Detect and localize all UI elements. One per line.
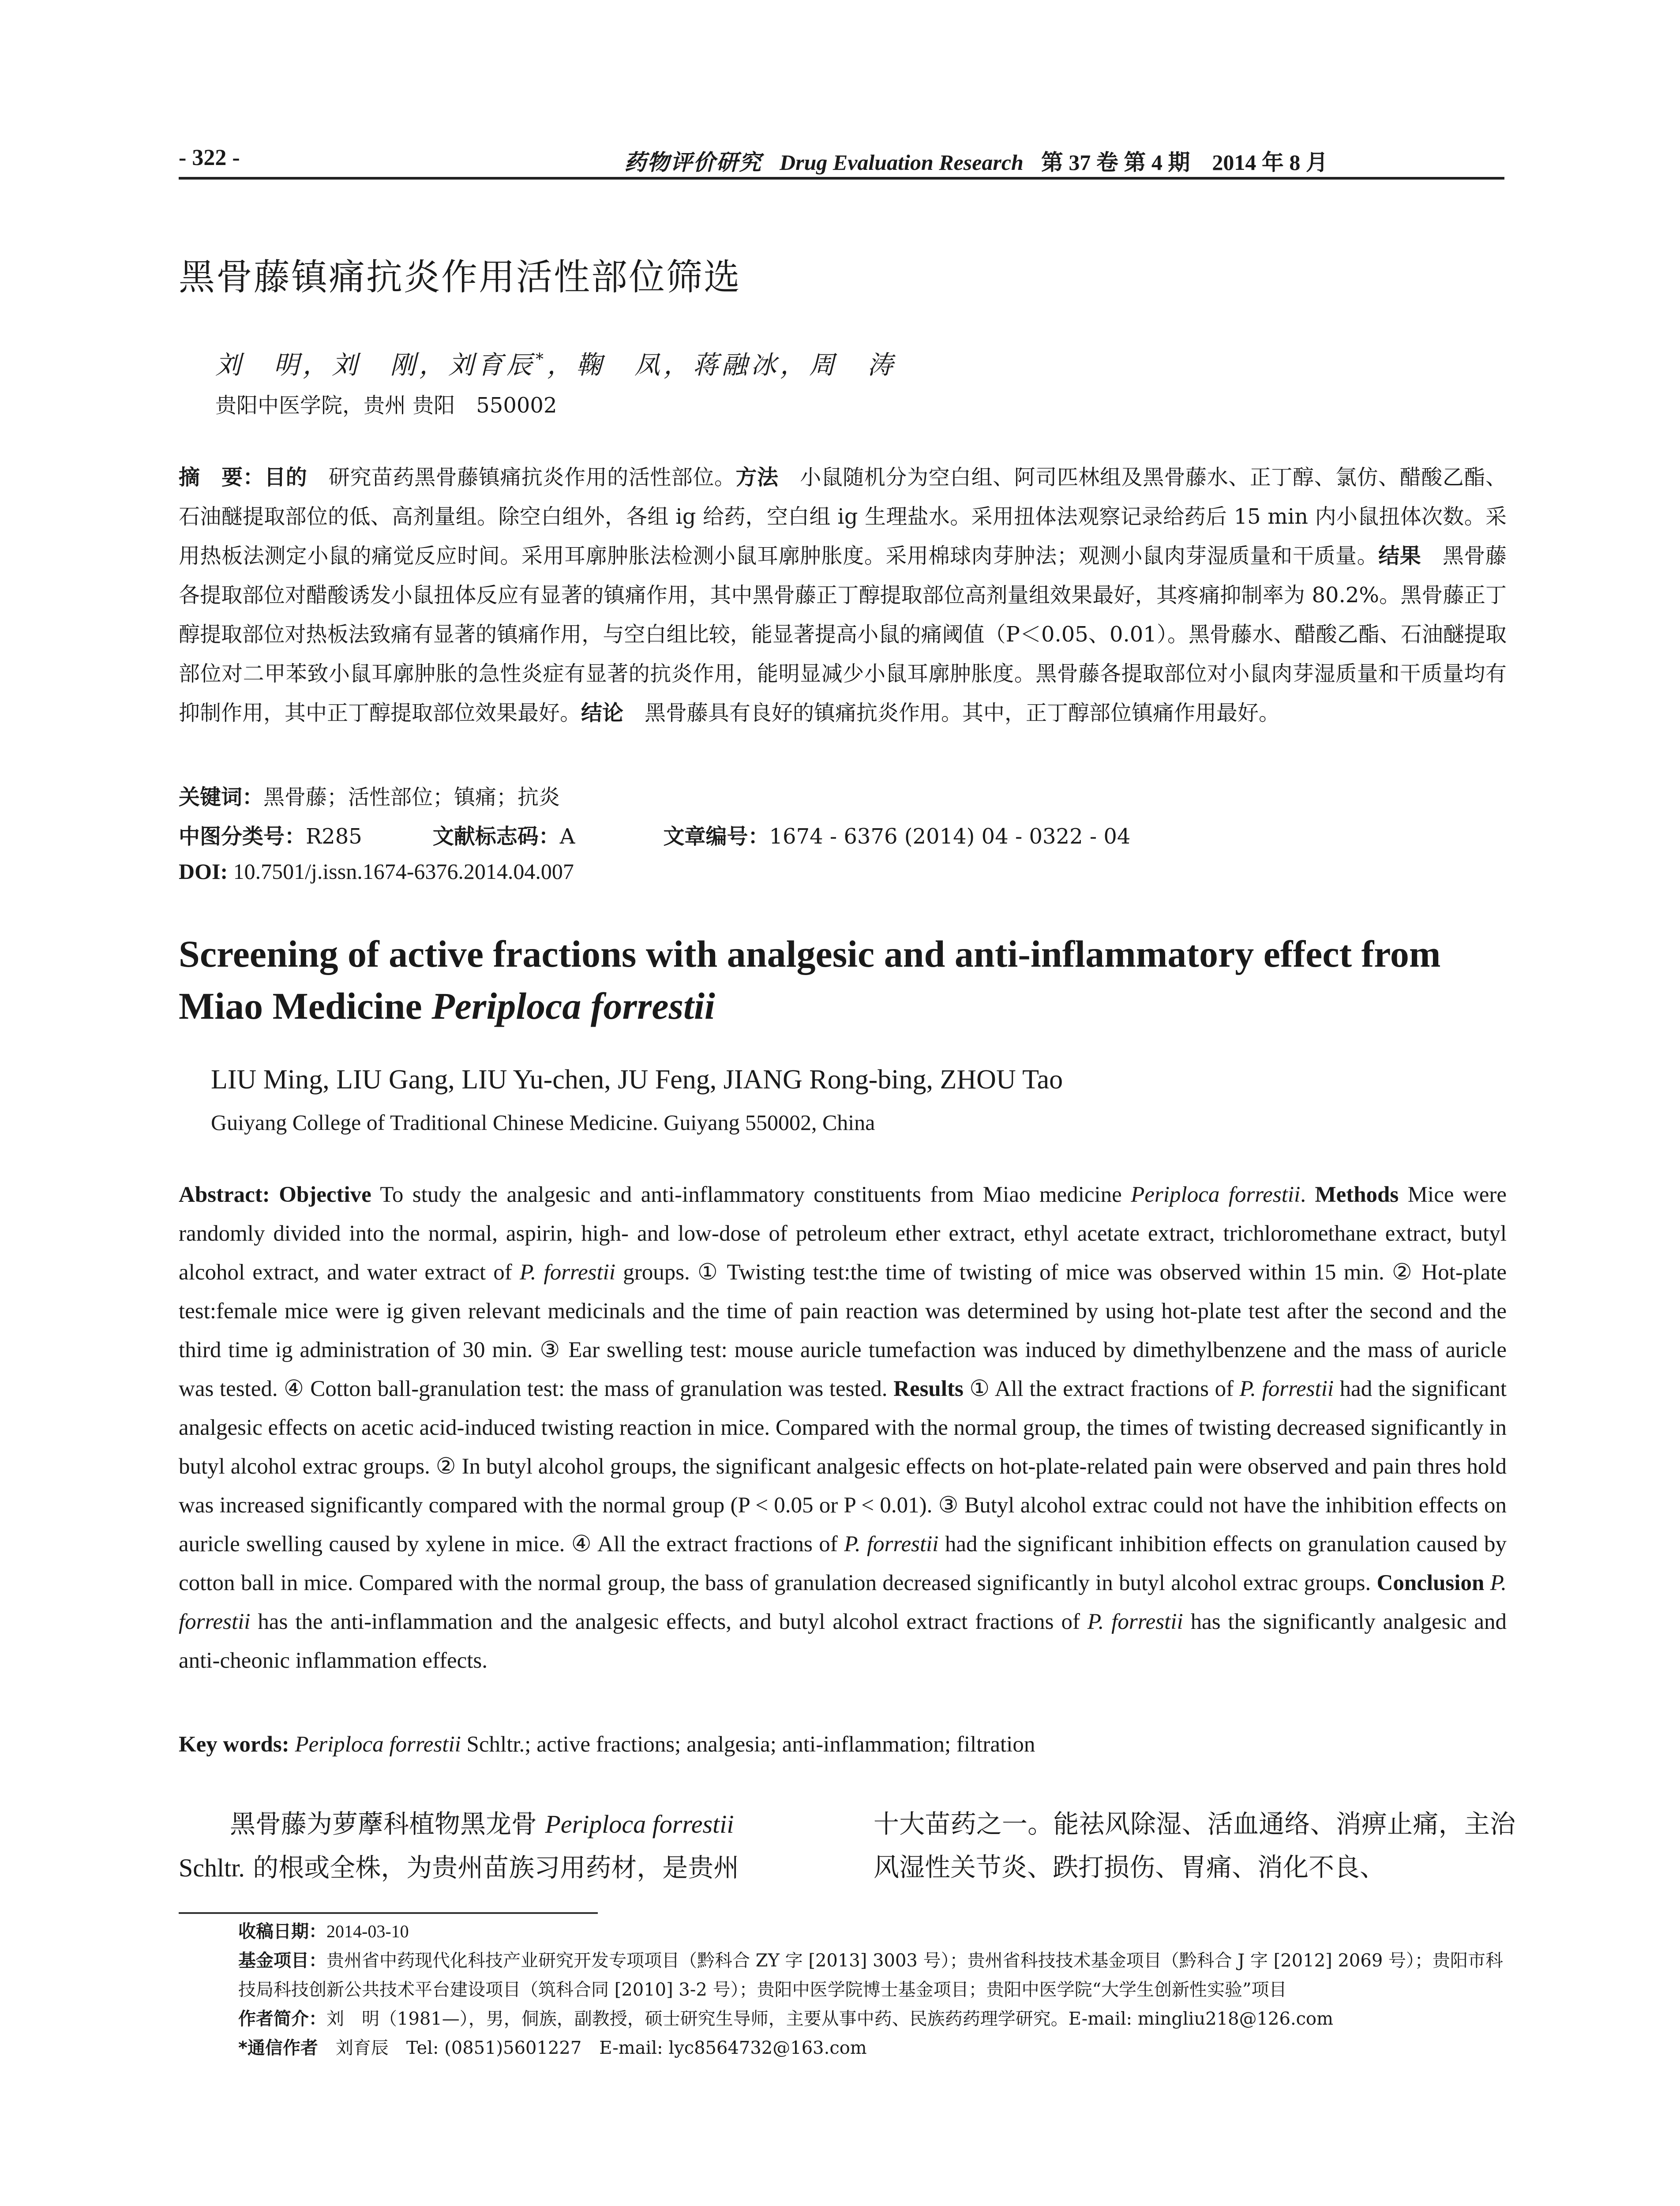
abstract-en	[179, 1175, 1507, 1680]
affiliation-en: Guiyang College of Traditional Chinese Medicine. Guiyang 550002, China	[211, 1110, 875, 1135]
conclusion-text: 黑骨藤具有良好的镇痛抗炎作用。其中，正丁醇部位镇痛作用最好。	[623, 701, 1280, 725]
abstract-en-p9: has the anti-inflammation and the analgesic effects, and butyl alcohol extract fractions of	[250, 1609, 1088, 1634]
title-en-line-1: Screening of active fractions with analgesic and anti-inflammatory effect from	[179, 933, 1441, 975]
authors-cn-first: 刘 明，刘 刚，刘育辰	[215, 350, 536, 380]
abstract-en-label: Abstract: Objective	[179, 1182, 371, 1207]
results-text: 黑骨藤各提取部位对醋酸诱发小鼠扭体反应有显著的镇痛作用，其中黑骨藤正丁醇提取部位高剂量组效果最好，其疼痛抑制率为 80.2%。黑骨藤正丁醇提取部位对热板法致痛有显著的镇痛作用，与空白组比较，能显著提高小鼠的痛阈值（P＜0.05、0.01）。黑骨藤水、醋酸乙酯、石油醚提取部位对二甲苯致小鼠耳廓肿胀的急性炎症有显著的抗炎作用，能明显减少小鼠耳廓肿胀度。黑骨藤各提取部位对小鼠肉芽湿质量和干质量均有抑制作用，其中正丁醇提取部位效果最好。	[179, 544, 1507, 725]
affiliation-cn: 贵阳中医学院，贵州 贵阳 550002	[215, 393, 557, 418]
received-label: 收稿日期：	[238, 1921, 326, 1942]
body-column-right: 十大苗药之一。能祛风除湿、活血通络、消痹止痛，主治风湿性关节炎、跌打损伤、胃痛、消化不良、	[874, 1809, 1515, 1882]
page-number: - 322 -	[179, 145, 240, 170]
results-label: 结果	[1378, 544, 1421, 568]
clc-label: 中图分类号：	[179, 824, 306, 849]
author-bio-label: 作者简介：	[238, 2009, 326, 2029]
corresponding-text: 刘育辰 Tel: (0851)5601227 E-mail: lyc8564732@163.com	[318, 2038, 867, 2058]
abstract-en-p8	[1484, 1571, 1490, 1595]
doi-value: 10.7501/j.issn.1674-6376.2014.04.007	[228, 859, 574, 884]
footnote-corresponding	[238, 2033, 1507, 2063]
abstract-en-p2: .	[1300, 1182, 1315, 1207]
objective-label: 目的	[264, 465, 308, 490]
corresponding-label: *通信作者	[238, 2038, 318, 2058]
journal-logo-cn: 药物评价研究	[624, 149, 762, 175]
keywords-cn-label: 关键词：	[179, 785, 264, 810]
author-bio-text: 刘 明（1981—），男，侗族，副教授，硕士研究生导师，主要从事中药、民族药药理学研究。E-mail: mingliu218@126.com	[326, 2009, 1334, 2029]
body-left-authority: Schltr.	[179, 1853, 245, 1882]
abstract-en-conclusion-label: Conclusion	[1376, 1571, 1485, 1595]
clc-value: R285	[306, 824, 362, 849]
received-date: 2014-03-10	[326, 1921, 409, 1941]
header-rule	[179, 177, 1504, 180]
corresponding-mark: *	[536, 350, 548, 369]
conclusion-label: 结论	[581, 701, 624, 725]
keywords-en-text: Schltr.; active fractions; analgesia; anti-inflammation; filtration	[461, 1732, 1035, 1757]
abstract-en-methods-label: Methods	[1315, 1182, 1399, 1207]
body-left-species: Periploca forrestii	[545, 1810, 734, 1838]
abstract-en-species-2: P. forrestii	[519, 1260, 615, 1285]
classification-line	[179, 819, 1130, 850]
authors-cn-rest: ，鞠 凤，蒋融冰，周 涛	[547, 350, 897, 380]
footnote-rule	[179, 1912, 598, 1914]
abstract-en-species-6: P. forrestii	[1087, 1609, 1183, 1634]
article-no-value: 1674 - 6376 (2014) 04 - 0322 - 04	[769, 824, 1131, 849]
title-en	[179, 928, 1507, 1032]
keywords-en-species: Periploca forrestii	[289, 1732, 461, 1757]
abstract-en-species-1: Periploca forrestii	[1131, 1182, 1301, 1207]
footnote-fund	[238, 1946, 1507, 2004]
fund-label: 基金项目：	[238, 1951, 326, 1971]
abstract-en-species-4: P. forrestii	[844, 1532, 939, 1557]
methods-label: 方法	[735, 465, 779, 490]
body-left-text-2: 的根或全株，为贵州苗族习用药材，是贵州	[244, 1853, 739, 1883]
methods-text: 小鼠随机分为空白组、阿司匹林组及黑骨藤水、正丁醇、氯仿、醋酸乙酯、石油醚提取部位的低、高剂量组。除空白组外，各组 ig 给药，空白组 ig 生理盐水。采用扭体法观察记录给药后 15 min 内小鼠扭体次数。采用热板法测定小鼠的痛觉反应时间。采用耳廓肿胀法检测小鼠耳廓肿胀度。采用棉球肉芽肿法；观测小鼠肉芽湿质量和干质量。	[179, 465, 1507, 568]
abstract-en-p10: has the significantly analgesic and anti-cheonic inflammation effects.	[179, 1609, 1507, 1673]
running-header	[179, 140, 1504, 176]
abstract-cn	[179, 458, 1507, 733]
doi-label: DOI:	[179, 859, 228, 884]
title-en-line-2-text: Miao Medicine	[179, 985, 432, 1027]
title-en-species: Periploca forrestii	[431, 985, 715, 1027]
title-en-line-2	[179, 980, 1507, 1032]
abstract-cn-label: 摘 要：	[179, 465, 265, 490]
keywords-en-label: Key words:	[179, 1732, 289, 1757]
abstract-en-p7: had the significant inhibition effects on granulation caused by cotton ball in mice. Compared with the normal group, the bass of granulation decreased significantly in butyl alcohol extrac groups.	[179, 1532, 1507, 1595]
doc-code-value: A	[559, 824, 575, 849]
journal-name-en: Drug Evaluation Research	[780, 150, 1024, 175]
fund-text: 贵州省中药现代化科技产业研究开发专项项目（黔科合 ZY 字 [2013] 3003 号）；贵州省科技技术基金项目（黔科合 J 字 [2012] 2069 号）；贵阳市科技局科技创新公共技术平台建设项目（筑科合同 [2010] 3-2 号）；贵阳中医学院博士基金项目；贵阳中医学院“大学生创新性实验”项目	[238, 1951, 1503, 2000]
title-cn: 黑骨藤镇痛抗炎作用活性部位筛选	[179, 256, 742, 298]
abstract-en-p6: had the significant analgesic effects on acetic acid-induced twisting reaction in mice. Compared with the normal group, the times of twisting decreased significantly in butyl alcohol extrac groups. ② In butyl alcohol groups, the significant analgesic effects on hot-plate-related pain were observed and pain thres hold was increased significantly compared with the normal group (P < 0.05 or P < 0.01). ③ Butyl alcohol extrac could not have the inhibition effects on auricle swelling caused by xylene in mice. ④ All the extract fractions of	[179, 1377, 1507, 1557]
footnote-received	[238, 1917, 1507, 1946]
footnote-author	[238, 2004, 1507, 2033]
journal-line	[624, 145, 1328, 176]
footnotes	[238, 1917, 1507, 2063]
body-left-text-1: 黑骨藤为萝藦科植物黑龙骨	[179, 1809, 545, 1839]
abstract-en-species-5: P. forrestii	[179, 1571, 1507, 1634]
authors-en: LIU Ming, LIU Gang, LIU Yu-chen, JU Feng, JIANG Rong-bing, ZHOU Tao	[211, 1065, 1063, 1095]
abstract-en-p3: Mice were randomly divided into the normal, aspirin, high- and low-dose of petroleum ether extract, ethyl acetate extract, trichloromethane extract, butyl alcohol extract, and water extract of	[179, 1182, 1507, 1285]
article-no-label: 文章编号：	[663, 824, 769, 849]
keywords-cn	[179, 780, 560, 810]
abstract-en-species-3: P. forrestii	[1239, 1377, 1334, 1401]
abstract-en-results-label: Results	[893, 1377, 964, 1401]
keywords-en	[179, 1732, 1035, 1757]
doc-code-label: 文献标志码：	[432, 824, 560, 849]
authors-cn	[215, 344, 896, 381]
abstract-en-p4: groups. ① Twisting test:the time of twisting of mice was observed within 15 min. ② Hot-plate test:female mice were ig given relevant medicinals and the time of pain reaction was determined by using hot-plate test after the second and the third time ig administration of 30 min. ③ Ear swelling test: mouse auricle tumefaction was induced by dimethylbenzene and the mass of auricle was tested. ④ Cotton ball-granulation test: the mass of granulation was tested.	[179, 1260, 1507, 1401]
abstract-en-p1: To study the analgesic and anti-inflammatory constituents from Miao medicine	[371, 1182, 1131, 1207]
journal-volume: 第 37 卷 第 4 期 2014 年 8 月	[1041, 150, 1328, 175]
keywords-cn-text: 黑骨藤；活性部位；镇痛；抗炎	[263, 785, 560, 810]
abstract-en-p5: ① All the extract fractions of	[963, 1377, 1240, 1401]
objective-text: 研究苗药黑骨藤镇痛抗炎作用的活性部位。	[307, 465, 736, 490]
doi-line	[179, 859, 574, 884]
body-column-left	[179, 1802, 821, 1890]
